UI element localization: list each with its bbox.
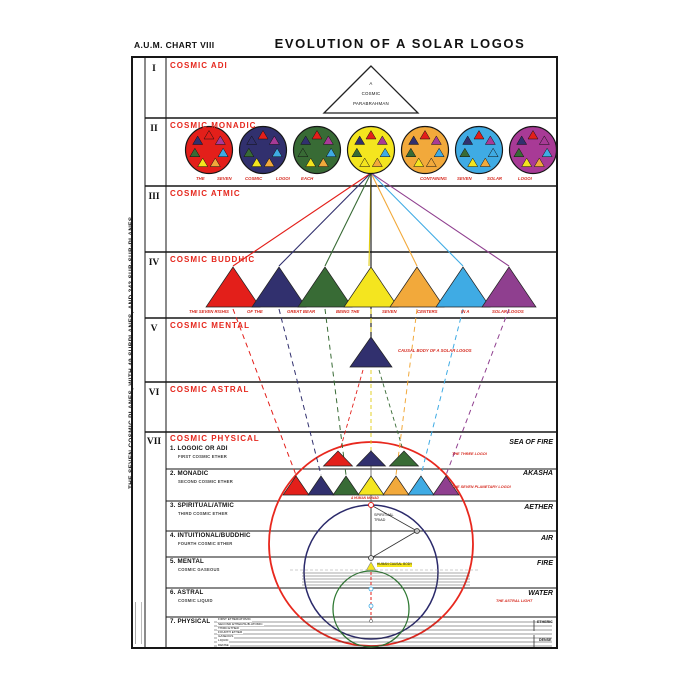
- plane-label-6: COSMIC ASTRAL: [170, 385, 250, 394]
- sub-sub-plane-label: FIRST ETHER/ATOMIC: [218, 617, 251, 622]
- physical-row-name: 7. PHYSICAL: [170, 618, 211, 625]
- plane-numeral-IV: IV: [148, 258, 160, 268]
- spiritual-triad-label: SPIRITUAL TRIAD: [374, 513, 394, 523]
- rishi-triangle: [390, 267, 444, 307]
- physical-row-name: 1. LOGOIC OR ADI: [170, 445, 228, 452]
- planetary-logoi-note: THE SEVEN PLANETARY LOGOI: [452, 485, 511, 489]
- plane-numeral-VI: VI: [148, 388, 160, 398]
- monadic-caption-word: LOGOI: [276, 176, 290, 181]
- plane-label-3: COSMIC ATMIC: [170, 189, 241, 198]
- monadic-caption-word: LOGOI: [518, 176, 532, 181]
- physical-row-ether: COSMIC LIQUID: [178, 598, 213, 603]
- monadic-caption-word: SEVEN: [457, 176, 472, 181]
- physical-row-element: WATER: [528, 590, 553, 597]
- physical-row-ether: THIRD COSMIC ETHER: [178, 511, 228, 516]
- monadic-caption-word: THE: [196, 176, 205, 181]
- monadic-caption-word: SOLAR: [487, 176, 503, 181]
- inner-node: [370, 620, 373, 623]
- physical-row-name: 2. MONADIC: [170, 470, 209, 477]
- plane-numeral-I: I: [152, 64, 156, 74]
- human-causal-body-label: HUMAN CAUSAL BODY: [377, 562, 413, 566]
- triad-node: [415, 529, 420, 534]
- physical-row-ether: COSMIC GASEOUS: [178, 567, 220, 572]
- dashed-descent-line: [279, 309, 321, 475]
- rishi-triangle: [206, 267, 260, 307]
- logoi-triangle: [324, 451, 353, 466]
- buddhic-caption-word: CENTERS: [417, 309, 438, 314]
- adi-triangle-line3: PARABRAHMAN: [353, 101, 389, 106]
- buddhic-caption-word: GREAT BEAR: [287, 309, 316, 314]
- buddhic-caption-word: IN A: [461, 309, 470, 314]
- inner-node: [369, 587, 373, 591]
- monadic-caption-word: SEVEN: [217, 176, 232, 181]
- plane-numeral-II: II: [150, 124, 158, 134]
- planetary-logos-triangle: [333, 476, 359, 495]
- buddhic-caption-word: BEING THE: [336, 309, 360, 314]
- buddhic-caption-word: THE SEVEN RISHIS: [189, 309, 229, 314]
- physical-row-name: 4. INTUITIONAL/BUDDHIC: [170, 532, 251, 539]
- buddhic-caption-word: SOLAR LOGOS: [492, 309, 524, 314]
- microprint-marks: [135, 602, 142, 644]
- rishi-triangle: [436, 267, 490, 307]
- sub-sub-plane-label: THIRD ETHER: [218, 625, 239, 630]
- physical-row-name: 6. ASTRAL: [170, 589, 204, 596]
- monadic-caption-word: CONTAINING: [420, 176, 447, 181]
- monadic-caption-word: COSMIC: [245, 176, 263, 181]
- logoi-triangle: [357, 451, 386, 466]
- plane-numeral-VII: VII: [146, 437, 162, 447]
- buddhic-caption-word: SEVEN: [382, 309, 397, 314]
- dashed-descent-line: [446, 309, 509, 475]
- physical-row-ether: SECOND COSMIC ETHER: [178, 479, 233, 484]
- rishi-triangle: [482, 267, 536, 307]
- adi-triangle-line1: A: [369, 81, 373, 86]
- plane-numeral-V: V: [150, 324, 158, 334]
- plane-label-2: COSMIC MONADIC: [170, 121, 257, 130]
- planetary-logos-triangle: [408, 476, 434, 495]
- dense-bracket-label: DENSE: [539, 638, 552, 642]
- three-logoi-note: THE THREE LOGOI: [452, 452, 487, 456]
- physical-row-element: FIRE: [537, 560, 553, 567]
- rishi-triangle: [344, 267, 398, 307]
- astral-light-note: THE ASTRAL LIGHT: [496, 599, 533, 603]
- dashed-descent-line: [325, 309, 346, 475]
- sub-sub-plane-label: GASEOUS: [218, 634, 234, 639]
- physical-row-name: 3. SPIRITUAL/ATMIC: [170, 502, 234, 509]
- sub-sub-plane-label: LIQUID: [218, 638, 229, 643]
- human-causal-marker: [367, 562, 376, 570]
- monadic-caption-word: EACH: [301, 176, 314, 181]
- physical-row-ether: FOURTH COSMIC ETHER: [178, 541, 233, 546]
- planetary-logos-triangle: [383, 476, 409, 495]
- physical-row-element: SEA OF FIRE: [509, 439, 553, 446]
- plane-label-4: COSMIC BUDDHIC: [170, 255, 256, 264]
- physical-row-name: 5. MENTAL: [170, 558, 204, 565]
- plane-label-7: COSMIC PHYSICAL: [170, 434, 260, 443]
- dashed-descent-line: [421, 309, 463, 475]
- physical-row-element: AIR: [540, 535, 553, 542]
- physical-row-element: AKASHA: [523, 470, 553, 477]
- human-monad-label: A HUMAN MONAD: [351, 496, 379, 500]
- sub-sub-plane-label: FOURTH ETHER: [218, 630, 243, 634]
- buddhic-caption-word: OF THE: [247, 309, 263, 314]
- sub-sub-plane-label: SECOND ETHER/SUB-ATOMIC: [218, 621, 263, 626]
- physical-row-element: AETHER: [524, 504, 553, 511]
- triad-node: [369, 503, 374, 508]
- sub-sub-plane-label: DENSE: [218, 642, 229, 647]
- side-axis-label: THE SEVEN COSMIC PLANES, WITH 49 SUBPLANES, AND 343 SUB-SUB-PLANES: [128, 216, 135, 489]
- plane-numeral-III: III: [148, 192, 160, 202]
- rishi-triangle: [252, 267, 306, 307]
- adi-triangle-line2: COSMIC: [361, 91, 381, 96]
- triad-line: [371, 531, 417, 558]
- dashed-descent-line: [396, 309, 417, 475]
- causal-body-triangle: [350, 337, 392, 367]
- inner-node: [369, 604, 373, 608]
- triad-node: [369, 556, 374, 561]
- etheric-bracket-label: ETHERIC: [537, 620, 553, 624]
- causal-body-label: CAUSAL BODY OF A SOLAR LOGOS: [398, 348, 472, 353]
- planetary-logos-triangle: [308, 476, 334, 495]
- logoi-triangle: [390, 451, 419, 466]
- rishi-triangle: [298, 267, 352, 307]
- planetary-logos-triangle: [358, 476, 384, 495]
- plane-label-5: COSMIC MENTAL: [170, 321, 250, 330]
- chart-number-label: A.U.M. CHART VIII: [134, 40, 215, 50]
- physical-row-ether: FIRST COSMIC ETHER: [178, 454, 227, 459]
- plane-label-1: COSMIC ADI: [170, 61, 228, 70]
- page-title: EVOLUTION OF A SOLAR LOGOS: [274, 36, 526, 51]
